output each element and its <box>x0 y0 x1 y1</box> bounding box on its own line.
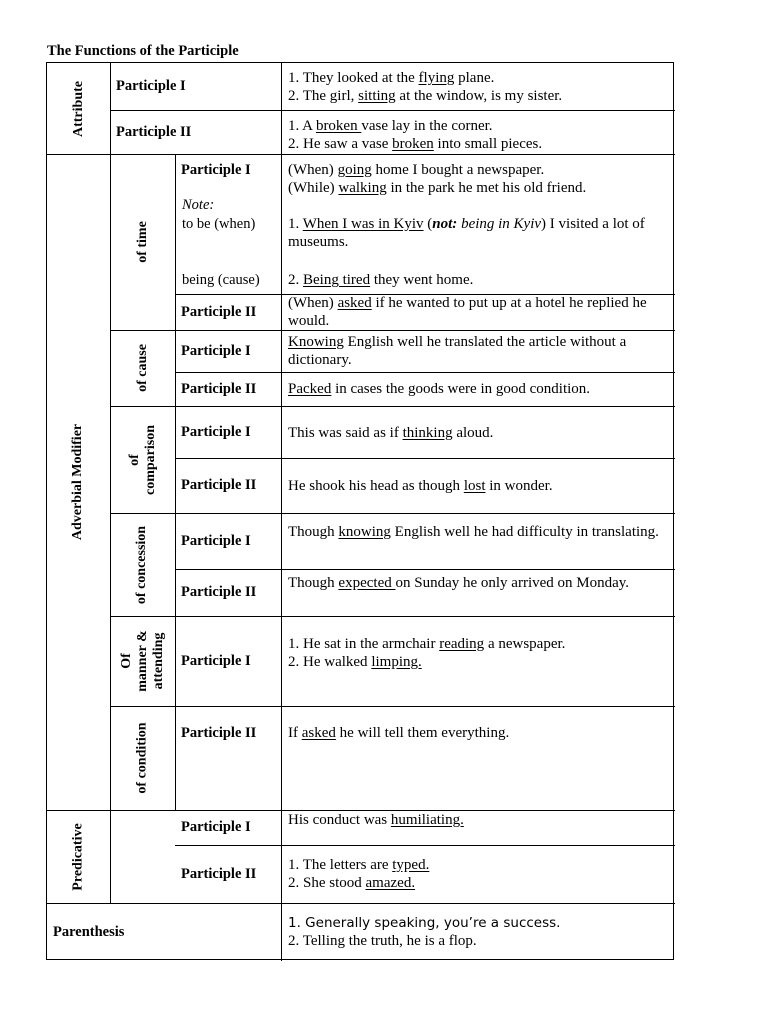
participle-type: Participle II <box>181 584 257 600</box>
example-attribute-p2: 1. A broken vase lay in the corner. 2. He saw a vase broken into small pieces. <box>288 118 543 152</box>
example-time-p2: (When) asked if he wanted to put up at a hotel he replied he would. <box>288 295 647 329</box>
participle-type: Participle II <box>181 477 257 493</box>
example-parenthesis: 1. Generally speaking, you’re a success. 2. Telling the truth, he is a flop. <box>288 915 561 949</box>
example-time-note-2: 2. Being tired they went home. <box>288 272 474 288</box>
participle-type: Participle II <box>181 303 257 320</box>
subgroup-of-concession: of concession <box>134 525 150 604</box>
example-cause-p1: Knowing English well he translated the article without a dictionary. <box>288 334 627 368</box>
example-predicative-p2: 1. The letters are typed. 2. She stood amazed. <box>288 857 430 891</box>
participle-type: Participle II <box>181 724 257 741</box>
subgroup-of-manner: Of manner & attending <box>118 630 166 692</box>
example-cause-p2: Packed in cases the goods were in good condition. <box>288 381 591 397</box>
subgroup-of-condition: of condition <box>134 722 150 794</box>
participle-type: Participle II <box>181 380 257 397</box>
participle-type: Participle I <box>116 78 186 94</box>
participle-type: Participle II <box>181 865 257 882</box>
example-manner-p1: 1. He sat in the armchair reading a newspaper. 2. He walked limping. <box>288 636 566 670</box>
participle-type: Participle II <box>116 123 192 140</box>
participle-type: Participle I <box>181 423 251 440</box>
example-concession-p1: Though knowing English well he had difficulty in translating. <box>288 524 659 540</box>
subgroup-of-time: of time <box>134 221 150 263</box>
group-parenthesis: Parenthesis <box>53 923 125 940</box>
participle-type: Participle I <box>181 342 251 359</box>
participle-functions-table <box>46 62 674 960</box>
note-being-cause: being (cause) <box>182 272 260 288</box>
participle-type: Participle I <box>181 819 251 835</box>
page-title: The Functions of the Participle <box>47 43 239 59</box>
example-comparison-p2: He shook his head as though lost in wonder. <box>288 478 553 494</box>
group-predicative: Predicative <box>70 822 86 891</box>
group-adverbial-modifier: Adverbial Modifier <box>70 423 86 541</box>
participle-type: Participle I <box>181 532 251 549</box>
participle-type: Participle I <box>181 161 251 178</box>
example-predicative-p1: His conduct was humiliating. <box>288 812 464 828</box>
subgroup-of-comparison: of comparison <box>126 424 158 495</box>
subgroup-of-cause: of cause <box>134 344 150 392</box>
participle-type: Participle I <box>181 652 251 669</box>
example-concession-p2: Though expected on Sunday he only arrived on Monday. <box>288 575 630 591</box>
row-divider <box>110 706 675 707</box>
example-time-p1: (When) going home I bought a newspaper. (While) walking in the park he met his old friend. <box>288 162 587 196</box>
example-attribute-p1: 1. They looked at the flying plane. 2. The girl, sitting at the window, is my sister. <box>288 70 563 104</box>
group-attribute: Attribute <box>70 80 86 137</box>
example-time-note-1: 1. When I was in Kyiv (not: being in Kyiv) I visited a lot of museums. <box>288 216 645 250</box>
example-comparison-p1: This was said as if thinking aloud. <box>288 425 494 441</box>
note-label: Note: <box>182 197 215 213</box>
example-condition-p2: If asked he will tell them everything. <box>288 725 510 741</box>
note-to-be-when: to be (when) <box>182 216 256 232</box>
